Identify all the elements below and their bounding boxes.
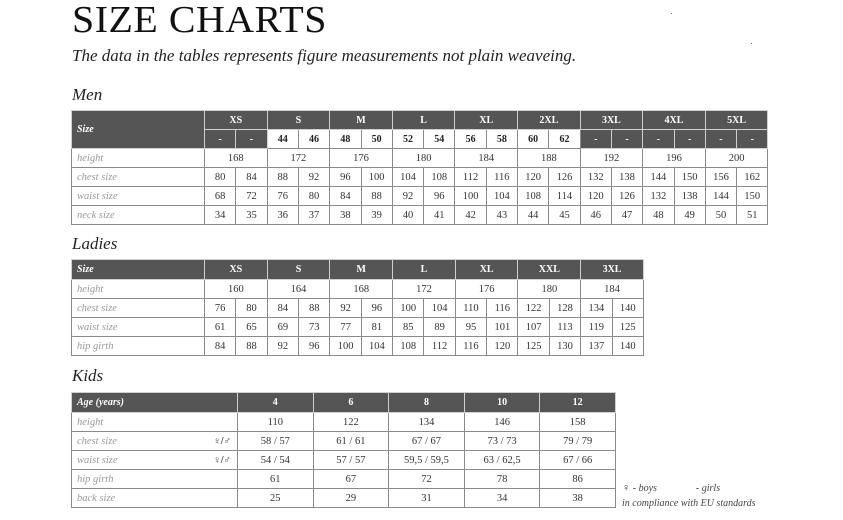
row-label (72, 413, 238, 432)
value-cell: 104 (361, 337, 392, 356)
size-subheader-cell: - (205, 130, 236, 149)
value-cell: 80 (236, 299, 267, 318)
value-cell: 122 (518, 299, 549, 318)
value-cell: 38 (330, 206, 361, 225)
value-cell: 67 / 66 (540, 451, 616, 470)
value-cell: 116 (487, 299, 518, 318)
value-cell: 132 (643, 187, 674, 206)
height-row (72, 149, 768, 168)
value-cell: 34 (464, 489, 540, 508)
value-cell: 45 (549, 206, 580, 225)
value-cell: 63 / 62,5 (464, 451, 540, 470)
value-cell: 88 (299, 299, 330, 318)
value-cell: 144 (705, 187, 736, 206)
value-cell: 92 (298, 168, 329, 187)
value-cell: 104 (392, 168, 423, 187)
measurement-row (72, 489, 616, 508)
height-cell: 180 (392, 149, 455, 168)
size-header-cell: S (267, 260, 330, 280)
value-cell: 46 (580, 206, 611, 225)
value-cell: 78 (464, 470, 540, 489)
value-cell: 138 (674, 187, 705, 206)
legend-gender (622, 482, 720, 494)
value-cell: 96 (330, 168, 361, 187)
row-label: waist size (72, 318, 205, 337)
row-label (72, 432, 238, 451)
age-header-cell: 8 (389, 393, 465, 413)
value-cell: 58 / 57 (238, 432, 314, 451)
value-cell: 120 (487, 337, 518, 356)
value-cell: 72 (389, 470, 465, 489)
value-cell: 73 / 73 (464, 432, 540, 451)
value-cell: 86 (540, 470, 616, 489)
legend-compliance: in compliance with EU standards (622, 498, 756, 509)
value-cell: 113 (549, 318, 580, 337)
measurement-row (72, 318, 644, 337)
value-cell: 96 (424, 187, 455, 206)
value-cell: 140 (612, 337, 643, 356)
value-cell: 100 (455, 187, 486, 206)
value-cell: 134 (581, 299, 612, 318)
value-cell: 85 (393, 318, 424, 337)
height-cell: 200 (705, 149, 768, 168)
value-cell: 50 (705, 206, 736, 225)
value-cell: 158 (540, 413, 616, 432)
value-cell: 88 (236, 337, 267, 356)
age-header-cell: 4 (238, 393, 314, 413)
page-subtitle: The data in the tables represents figure measurements not plain weaveing. (72, 46, 577, 65)
height-row (72, 280, 644, 299)
size-header-cell: 5XL (705, 111, 768, 130)
height-cell: 164 (267, 280, 330, 299)
row-label (72, 489, 238, 508)
height-cell: 172 (267, 149, 330, 168)
height-cell: 168 (205, 149, 268, 168)
size-subheader-cell: 56 (455, 130, 486, 149)
value-cell: 51 (737, 206, 768, 225)
value-cell: 37 (298, 206, 329, 225)
value-cell: 35 (236, 206, 267, 225)
value-cell: 162 (737, 168, 768, 187)
size-header-cell: S (267, 111, 330, 130)
row-label (72, 451, 238, 470)
value-cell: 107 (518, 318, 549, 337)
value-cell: 92 (392, 187, 423, 206)
age-header-label: Age (years) (72, 393, 238, 413)
page-title: SIZE CHARTS (72, 0, 328, 41)
value-cell: 73 (299, 318, 330, 337)
section-label-kids: Kids (72, 366, 104, 385)
value-cell: 42 (455, 206, 486, 225)
measurement-row (72, 206, 768, 225)
value-cell: 92 (330, 299, 361, 318)
value-cell: 110 (455, 299, 486, 318)
value-cell: 132 (580, 168, 611, 187)
value-cell: 122 (313, 413, 389, 432)
value-cell: 126 (611, 187, 642, 206)
value-cell: 138 (611, 168, 642, 187)
value-cell: 49 (674, 206, 705, 225)
size-subheader-cell: 44 (267, 130, 298, 149)
section-label-men: Men (72, 85, 103, 104)
size-header-cell: L (392, 111, 455, 130)
value-cell: 114 (549, 187, 580, 206)
value-cell: 112 (455, 168, 486, 187)
value-cell: 31 (389, 489, 465, 508)
age-header-cell: 10 (464, 393, 540, 413)
value-cell: 134 (389, 413, 465, 432)
size-header-cell: XL (455, 111, 518, 130)
value-cell: 80 (205, 168, 236, 187)
value-cell: 36 (267, 206, 298, 225)
value-cell: 128 (549, 299, 580, 318)
value-cell: 92 (267, 337, 298, 356)
value-cell: 112 (424, 337, 455, 356)
value-cell: 104 (424, 299, 455, 318)
row-label: waist size (72, 187, 205, 206)
value-cell: 61 (205, 318, 236, 337)
value-cell: 34 (205, 206, 236, 225)
value-cell: 108 (393, 337, 424, 356)
height-cell: 184 (455, 149, 518, 168)
value-cell: 67 (313, 470, 389, 489)
value-cell: 61 (238, 470, 314, 489)
value-cell: 48 (643, 206, 674, 225)
size-header-label: Size (72, 260, 205, 280)
size-subheader-cell: 60 (518, 130, 549, 149)
value-cell: 130 (549, 337, 580, 356)
height-cell: 192 (580, 149, 643, 168)
gender-icons: ♀/♂ (213, 454, 231, 466)
value-cell: 125 (612, 318, 643, 337)
value-cell: 120 (580, 187, 611, 206)
value-cell: 65 (236, 318, 267, 337)
row-label (72, 470, 238, 489)
size-header-cell: XS (205, 111, 268, 130)
value-cell: 84 (267, 299, 298, 318)
value-cell: 88 (267, 168, 298, 187)
size-header-cell: 4XL (643, 111, 706, 130)
value-cell: 100 (361, 168, 392, 187)
size-header-cell: XL (455, 260, 518, 280)
value-cell: 61 / 61 (313, 432, 389, 451)
value-cell: 81 (361, 318, 392, 337)
size-header-cell: L (393, 260, 456, 280)
height-cell: 176 (455, 280, 518, 299)
value-cell: 100 (393, 299, 424, 318)
value-cell: 108 (518, 187, 549, 206)
row-label-text: height (77, 416, 104, 428)
measurement-row (72, 432, 616, 451)
height-cell: 188 (518, 149, 581, 168)
value-cell: 150 (737, 187, 768, 206)
size-subheader-cell: - (611, 130, 642, 149)
value-cell: 43 (486, 206, 517, 225)
size-subheader-cell: 50 (361, 130, 392, 149)
size-subheader-cell: 62 (549, 130, 580, 149)
size-subheader-cell: - (643, 130, 674, 149)
measurement-row (72, 413, 616, 432)
value-cell: 140 (612, 299, 643, 318)
value-cell: 25 (238, 489, 314, 508)
row-label-text: chest size (77, 435, 117, 447)
size-subheader-cell: - (674, 130, 705, 149)
height-cell: 168 (330, 280, 393, 299)
size-subheader-cell: 58 (486, 130, 517, 149)
age-header-cell: 12 (540, 393, 616, 413)
height-cell: 184 (581, 280, 644, 299)
section-label-ladies: Ladies (72, 234, 118, 253)
value-cell: 101 (487, 318, 518, 337)
row-label: chest size (72, 299, 205, 318)
boy-icon: ♀ (622, 482, 631, 494)
value-cell: 110 (238, 413, 314, 432)
value-cell: 38 (540, 489, 616, 508)
value-cell: 44 (518, 206, 549, 225)
measurement-row (72, 168, 768, 187)
value-cell: 100 (330, 337, 361, 356)
size-header-cell: M (330, 111, 393, 130)
measurement-row (72, 299, 644, 318)
stray-dot (751, 43, 752, 44)
size-subheader-cell: 48 (330, 130, 361, 149)
men-size-table (71, 110, 768, 225)
gender-icons: ♀/♂ (213, 435, 231, 447)
height-cell: 176 (330, 149, 393, 168)
size-subheader-cell: 54 (424, 130, 455, 149)
value-cell: 54 / 54 (238, 451, 314, 470)
height-cell: 180 (518, 280, 581, 299)
size-header-row (72, 260, 644, 280)
measurement-row (72, 337, 644, 356)
value-cell: 84 (205, 337, 236, 356)
value-cell: 126 (549, 168, 580, 187)
value-cell: 88 (361, 187, 392, 206)
value-cell: 41 (424, 206, 455, 225)
value-cell: 59,5 / 59,5 (389, 451, 465, 470)
row-label: chest size (72, 168, 205, 187)
value-cell: 68 (205, 187, 236, 206)
measurement-row (72, 187, 768, 206)
size-header-cell: XXL (518, 260, 581, 280)
size-subheader-cell: 46 (298, 130, 329, 149)
size-subheader-cell: - (705, 130, 736, 149)
size-header-cell: M (330, 260, 393, 280)
value-cell: 40 (392, 206, 423, 225)
size-header-label: Size (72, 111, 205, 149)
measurement-row (72, 470, 616, 489)
value-cell: 57 / 57 (313, 451, 389, 470)
value-cell: 116 (486, 168, 517, 187)
value-cell: 146 (464, 413, 540, 432)
legend-girls-text: - girls (695, 483, 721, 494)
value-cell: 96 (361, 299, 392, 318)
age-header-row (72, 393, 616, 413)
value-cell: 84 (330, 187, 361, 206)
value-cell: 84 (236, 168, 267, 187)
kids-size-table (71, 392, 616, 508)
size-subheader-cell: - (236, 130, 267, 149)
value-cell: 150 (674, 168, 705, 187)
value-cell: 69 (267, 318, 298, 337)
value-cell: 104 (486, 187, 517, 206)
row-label: neck size (72, 206, 205, 225)
size-header-row (72, 111, 768, 130)
value-cell: 108 (424, 168, 455, 187)
measurement-row (72, 451, 616, 470)
value-cell: 76 (267, 187, 298, 206)
value-cell: 95 (455, 318, 486, 337)
value-cell: 120 (518, 168, 549, 187)
ladies-size-table (71, 259, 644, 356)
value-cell: 125 (518, 337, 549, 356)
size-subheader-cell: - (580, 130, 611, 149)
value-cell: 144 (643, 168, 674, 187)
value-cell: 156 (705, 168, 736, 187)
value-cell: 80 (298, 187, 329, 206)
row-label-text: back size (77, 492, 116, 504)
value-cell: 89 (424, 318, 455, 337)
row-label-text: hip girth (77, 473, 114, 485)
size-header-cell: 3XL (581, 260, 644, 280)
size-header-cell: XS (205, 260, 268, 280)
value-cell: 47 (611, 206, 642, 225)
row-label: height (72, 149, 205, 168)
height-cell: 160 (205, 280, 268, 299)
row-label: hip girth (72, 337, 205, 356)
value-cell: 76 (205, 299, 236, 318)
age-header-cell: 6 (313, 393, 389, 413)
row-label: height (72, 280, 205, 299)
height-cell: 196 (643, 149, 706, 168)
stray-dot (671, 13, 672, 14)
value-cell: 96 (299, 337, 330, 356)
height-cell: 172 (393, 280, 456, 299)
value-cell: 116 (455, 337, 486, 356)
value-cell: 77 (330, 318, 361, 337)
size-header-cell: 3XL (580, 111, 643, 130)
size-subheader-cell: 52 (392, 130, 423, 149)
value-cell: 72 (236, 187, 267, 206)
value-cell: 67 / 67 (389, 432, 465, 451)
legend-boys-text: - boys (632, 483, 657, 494)
value-cell: 29 (313, 489, 389, 508)
size-header-cell: 2XL (518, 111, 581, 130)
value-cell: 79 / 79 (540, 432, 616, 451)
value-cell: 137 (581, 337, 612, 356)
value-cell: 119 (581, 318, 612, 337)
value-cell: 39 (361, 206, 392, 225)
size-subheader-cell: - (737, 130, 768, 149)
row-label-text: waist size (77, 454, 118, 466)
